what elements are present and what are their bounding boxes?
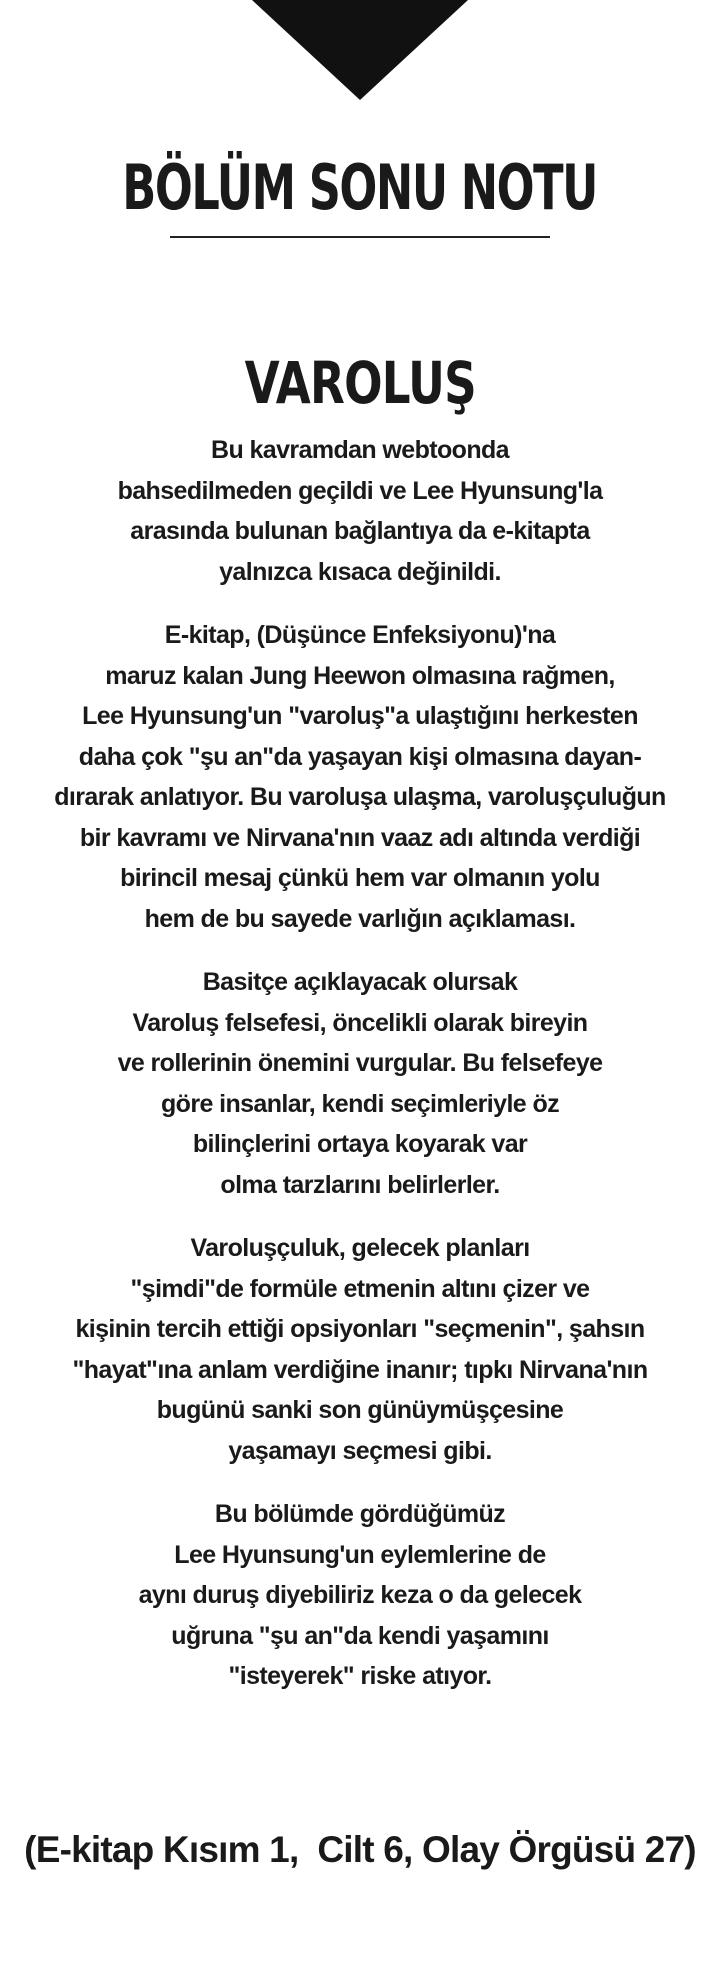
text-line: hem de bu sayede varlığın açıklaması. [144, 904, 576, 933]
text-line: Basitçe açıklayacak olursak [202, 968, 518, 996]
topic-title [0, 348, 720, 418]
page-title: BÖLÜM SONU NOTU [122, 151, 598, 224]
text-line: "şimdi"de formüle etmenin altını çizer ve [130, 1274, 590, 1303]
text-line: "isteyerek" riske atıyor. [228, 1662, 492, 1690]
text-line: Lee Hyunsung'un eylemlerine de [174, 1540, 546, 1569]
text-line: birincil mesaj çünkü hem var olmanın yolu [120, 864, 600, 892]
heading-container [0, 148, 720, 228]
text-line: E-kitap, (Düşünce Enfeksiyonu)'na [164, 621, 556, 649]
text-line: yalnızca kısaca değinildi. [219, 557, 501, 586]
source-citation: (E-kitap Kısım 1, Cilt 6, Olay Örgüsü 27) [24, 1829, 696, 1870]
paragraph-4 [20, 1228, 700, 1471]
text-line: bir kavramı ve Nirvana'nın vaaz adı altında verdiği [79, 823, 641, 852]
text-line: bugünü sanki son günüymüşçesine [156, 1396, 564, 1424]
text-line: Lee Hyunsung'un "varoluş"a ulaştığını herkesten [82, 702, 638, 730]
text-line: yaşamayı seçmesi gibi. [228, 1436, 492, 1465]
text-line: bilinçlerini ortaya koyarak var [192, 1130, 528, 1158]
paragraph-5 [20, 1494, 700, 1697]
text-line: dırarak anlatıyor. Bu varoluşa ulaşma, varoluşçuluğun [54, 783, 666, 811]
text-line: Varoluşçuluk, gelecek planları [190, 1234, 530, 1262]
text-line: kişinin tercih ettiği opsiyonları "seçmenin", şahsın [75, 1315, 645, 1343]
body-text [20, 430, 700, 1720]
text-line: Bu bölümde gördüğümüz [214, 1500, 506, 1528]
text-line: ve rollerinin önemini vurgular. Bu felsefeye [117, 1049, 603, 1077]
topic-title-text: VAROLUŞ [244, 349, 476, 417]
paragraph-1 [20, 430, 700, 592]
down-arrow-icon [252, 0, 468, 100]
text-line: göre insanlar, kendi seçimleriyle öz [160, 1089, 560, 1118]
text-line: Varoluş felsefesi, öncelikli olarak bireyin [132, 1008, 588, 1037]
text-line: daha çok "şu an"da yaşayan kişi olmasına dayan- [78, 742, 642, 771]
text-line: arasında bulunan bağlantıya da e-kitapta [130, 517, 590, 545]
text-line: Bu kavramdan webtoonda [211, 436, 509, 464]
text-line: maruz kalan Jung Heewon olmasına rağmen, [105, 661, 615, 690]
title-underline [170, 236, 550, 238]
text-line: olma tarzlarını belirlerler. [220, 1170, 500, 1199]
paragraph-3 [20, 962, 700, 1205]
text-line: uğruna "şu an"da kendi yaşamını [171, 1621, 549, 1650]
text-line: bahsedilmeden geçildi ve Lee Hyunsung'la [117, 476, 603, 505]
paragraph-2 [20, 615, 700, 939]
text-line: "hayat"ına anlam verdiğine inanır; tıpkı Nirvana'nın [72, 1355, 648, 1384]
text-line: aynı duruş diyebiliriz keza o da gelecek [138, 1581, 582, 1609]
